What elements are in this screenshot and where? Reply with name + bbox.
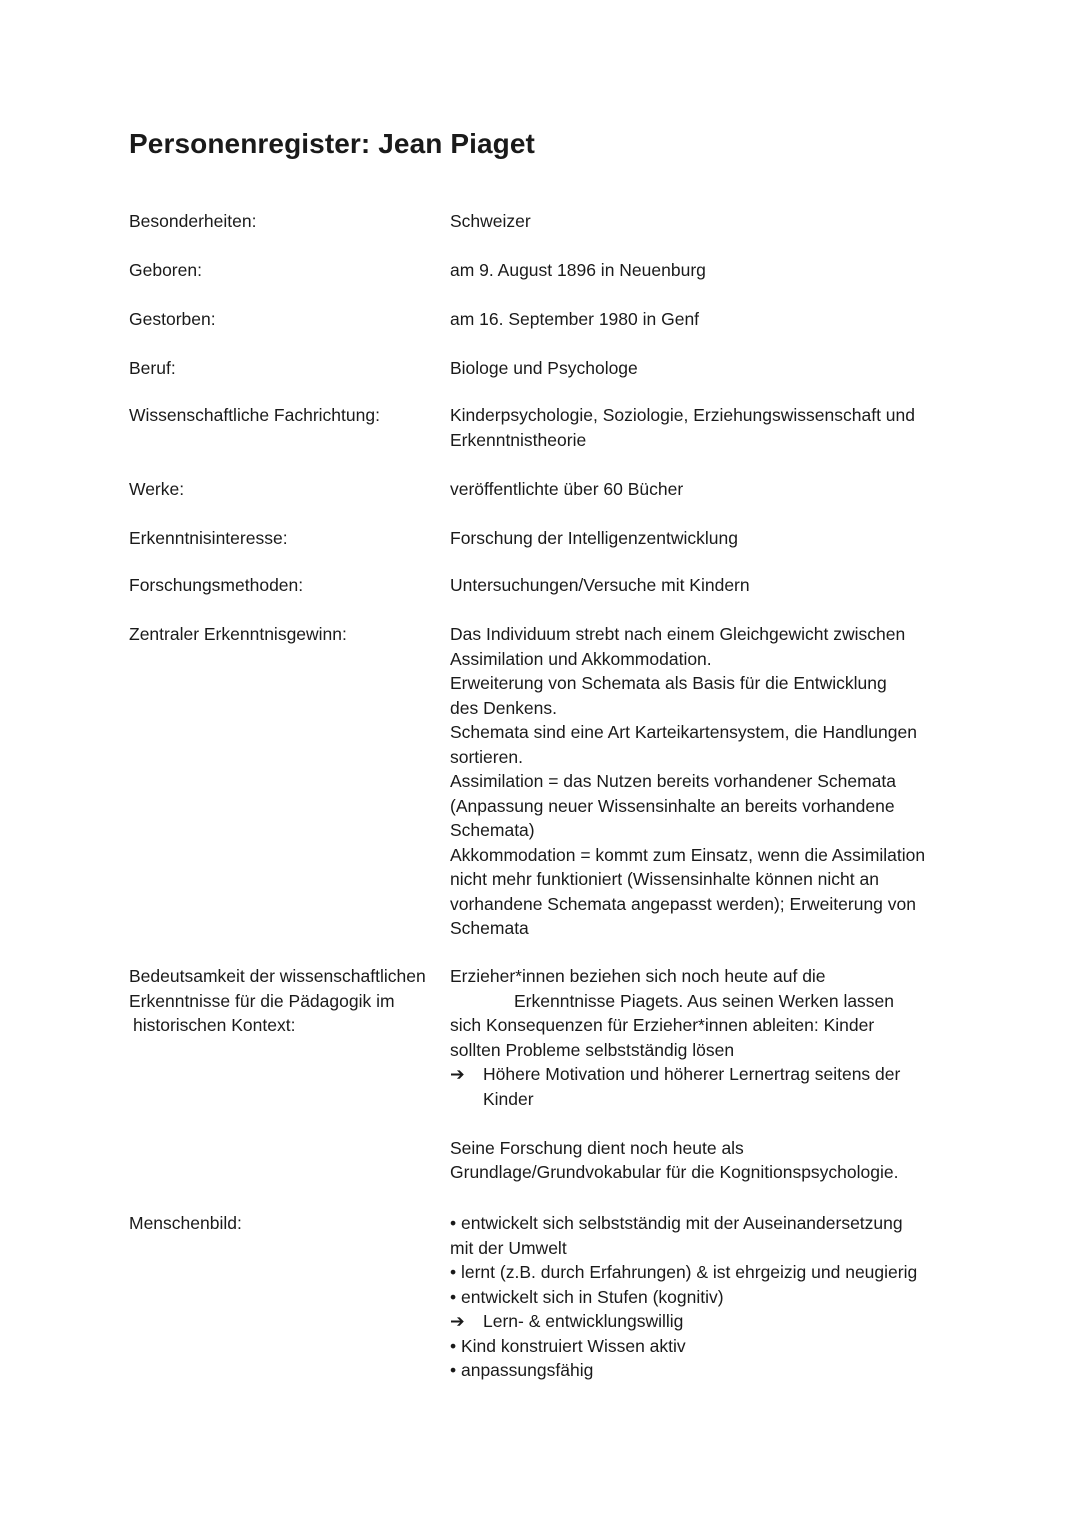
value-line: Schemata (450, 918, 529, 938)
row-label: Erkenntnisinteresse: (129, 528, 288, 548)
row-label: Menschenbild: (129, 1213, 242, 1233)
bullet-item: • anpassungsfähig (450, 1360, 594, 1380)
value-line: Assimilation und Akkommodation. (450, 648, 712, 669)
label-line: Bedeutsamkeit der wissenschaftlichen (129, 966, 426, 986)
value-line: Schemata) (450, 820, 535, 840)
value-line: sollten Probleme selbstständig lösen (450, 1039, 735, 1060)
value-line: vorhandene Schemata angepasst werden); Erweiterung von (450, 893, 916, 914)
value-line: Erkenntnisse Piagets. Aus seinen Werken lassen (514, 990, 895, 1011)
value-line: Erzieher*innen beziehen sich noch heute auf die (450, 966, 826, 986)
bullet-item: • entwickelt sich in Stufen (kognitiv) (450, 1286, 724, 1307)
arrow-item-text: Lern- & entwicklungswillig (483, 1311, 684, 1331)
row-value: Untersuchungen/Versuche mit Kindern (450, 575, 750, 595)
row-label: Zentraler Erkenntnisgewinn: (129, 624, 347, 644)
bullet-item: • lernt (z.B. durch Erfahrungen) & ist ehrgeizig und neugierig (450, 1262, 918, 1282)
value-line: Seine Forschung dient noch heute als (450, 1137, 744, 1158)
page-title: Personenregister: Jean Piaget (129, 128, 535, 159)
label-line: historischen Kontext: (133, 1015, 296, 1035)
bullet-item: • entwickelt sich selbstständig mit der Auseinandersetzung (450, 1213, 903, 1233)
row-value: Schweizer (450, 211, 531, 231)
value-line: Schemata sind eine Art Karteikartensystem, die Handlungen (450, 722, 917, 742)
arrow-item-text: Kinder (483, 1088, 534, 1109)
arrow-right-icon: ➔ (450, 1064, 465, 1084)
value-line: des Denkens. (450, 697, 558, 718)
row-label: Gestorben: (129, 309, 216, 329)
value-line: sortieren. (450, 746, 523, 767)
value-line: Das Individuum strebt nach einem Gleichgewicht zwischen (450, 624, 906, 644)
row-label: Werke: (129, 479, 185, 499)
value-line: Erweiterung von Schemata als Basis für die Entwicklung (450, 673, 887, 693)
bullet-item: • Kind konstruiert Wissen aktiv (450, 1335, 686, 1356)
arrow-item (450, 1309, 960, 1334)
value-line: Grundlage/Grundvokabular für die Kognitionspsychologie. (450, 1162, 899, 1182)
row-label: Wissenschaftliche Fachrichtung: (129, 405, 380, 425)
arrow-right-icon: ➔ (450, 1311, 465, 1331)
row-label: Besonderheiten: (129, 211, 257, 231)
value-line (450, 1087, 960, 1112)
row-value: am 16. September 1980 in Genf (450, 309, 700, 329)
value-line: mit der Umwelt (450, 1237, 567, 1258)
row-value (450, 1211, 960, 1383)
value-line: Assimilation = das Nutzen bereits vorhandener Schemata (450, 771, 897, 791)
value-line: Kinderpsychologie, Soziologie, Erziehungswissenschaft und (450, 405, 915, 425)
row-value: am 9. August 1896 in Neuenburg (450, 260, 706, 280)
value-line: nicht mehr funktioniert (Wissensinhalte können nicht an (450, 869, 879, 889)
row-value (450, 964, 960, 1185)
row-label: Forschungsmethoden: (129, 575, 304, 595)
row-value: Biologe und Psychologe (450, 358, 638, 378)
row-label: Geboren: (129, 260, 202, 280)
row-label (129, 964, 449, 1038)
row-value (450, 622, 960, 941)
row-value: Forschung der Intelligenzentwicklung (450, 528, 738, 548)
label-line: Erkenntnisse für die Pädagogik im (129, 990, 395, 1011)
value-line: (Anpassung neuer Wissensinhalte an bereits vorhandene (450, 795, 895, 816)
row-value: veröffentlichte über 60 Bücher (450, 479, 684, 499)
arrow-item-text: Höhere Motivation und höherer Lernertrag seitens der (483, 1064, 901, 1084)
value-line: Akkommodation = kommt zum Einsatz, wenn die Assimilation (450, 844, 926, 865)
value-line: sich Konsequenzen für Erzieher*innen ableiten: Kinder (450, 1015, 875, 1035)
value-line: Erkenntnistheorie (450, 429, 587, 450)
row-label: Beruf: (129, 358, 176, 378)
row-value (450, 403, 960, 452)
arrow-item (450, 1062, 960, 1087)
